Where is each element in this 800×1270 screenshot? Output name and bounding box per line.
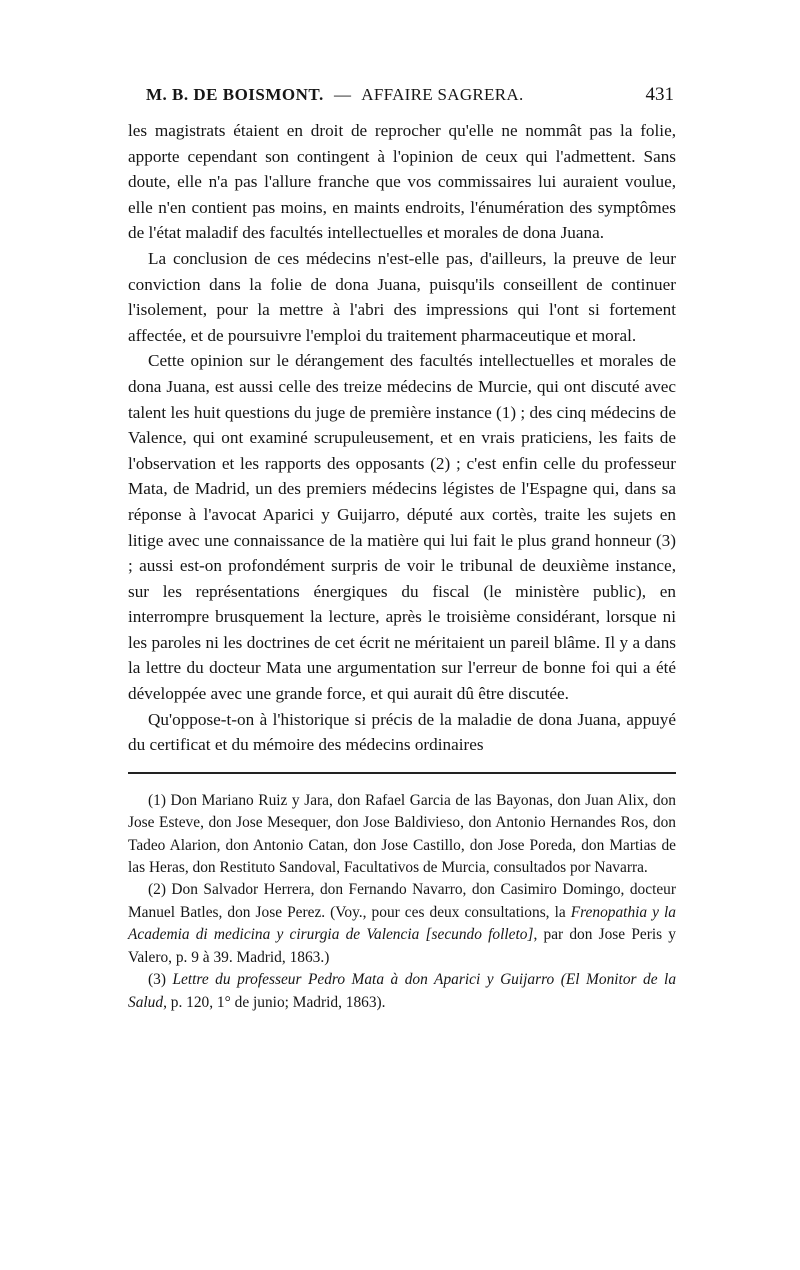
running-head bbox=[128, 84, 676, 118]
paragraph-conclusion: La conclusion de ces médecins n'est-elle pas, d'ailleurs, la preuve de leur conviction dans la folie de dona Juana, puisqu'ils conseillent de continuer l'isolement, pour la mettre à l'abri des impressions qui l'ont si fortement affectée, et de poursuivre l'emploi du traitement pharmaceutique et moral. bbox=[128, 248, 676, 345]
footnote-2 bbox=[128, 879, 676, 969]
footnote-3-journal: (El Monitor de la Salud bbox=[128, 971, 677, 1011]
footnote-3 bbox=[128, 969, 676, 1014]
running-head-separator: — bbox=[334, 85, 352, 104]
footnote-3-title: Lettre du professeur Pedro Mata à don Aparici y Guijarro bbox=[172, 971, 555, 989]
running-head-title: AFFAIRE SAGRERA. bbox=[361, 85, 524, 104]
footnote-1: (1) Don Mariano Ruiz y Jara, don Rafael Garcia de las Bayonas, don Juan Alix, don Jose Esteve, don Jose Mesequer, don Jose Baldivieso, don Antonio Hernandes Ros, don Tadeo Alarion, don Antonio Catan, don Jose Castillo, don Jose Poreda, don Martias de las Heras, don Restituto Sandoval, Facultativos de Murcia, consultados por Navarra. bbox=[128, 791, 676, 877]
book-page bbox=[128, 84, 676, 1014]
running-head-author: M. B. DE BOISMONT. bbox=[146, 85, 324, 104]
footnote-3-number: (3) bbox=[148, 971, 173, 989]
footnote-rule bbox=[128, 772, 676, 774]
paragraph-opinion: Cette opinion sur le dérangement des facultés intellectuelles et morales de dona Juana, est aussi celle des treize médecins de Murcie, qui ont discuté avec talent les huit questions du juge de première instance (1) ; des cinq médecins de Valence, qui ont examiné scrupuleusement, et en vrais praticiens, les faits de l'observation et les rapports des opposants (2) ; c'est enfin celle du professeur Mata, de Madrid, un des premiers médecins légistes de l'Espagne qui, dans sa réponse à l'avocat Aparici y Guijarro, député aux cortès, traite les sujets en litige avec une connaissance de la matière qui lui fait le plus grand honneur (3) ; aussi est-on profondément surpris de voir le tribunal de deuxième instance, sur les représentations énergiques du fiscal (le ministère public), en interrompre brusquement la lecture, après le troisième considérant, lorsque ni les paroles ni les doctrines de cet écrit ne méritaient un pareil blâme. Il y a dans la lettre du docteur Mata une argumentation sur l'erreur de bonne foi qui a été développée avec une grande force, et qui aurait dû être discutée. bbox=[128, 351, 676, 704]
footnotes bbox=[128, 790, 676, 1014]
paragraph-continuation: les magistrats étaient en droit de reprocher qu'elle ne nommât pas la folie, apporte cependant son contingent à l'opinion de ceux qui l'admettent. Sans doute, elle n'a pas l'allure franche que vos commissaires lui auraient voulue, elle n'en contient pas moins, en maints endroits, l'énumération des symptômes de l'état maladif des facultés intellectuelles et morales de dona Juana. bbox=[128, 121, 676, 243]
body-text bbox=[128, 118, 676, 758]
footnote-2-citation: , par don Jose Peris y Valero, p. 9 à 39. Madrid, 1863.) bbox=[128, 926, 676, 966]
footnote-3-citation: , p. 120, 1° de junio; Madrid, 1863). bbox=[163, 993, 386, 1011]
footnote-2-text: (2) Don Salvador Herrera, don Fernando Navarro, don Casimiro Domingo, docteur Manuel Batles, don Jose Perez. (Voy., pour ces deux consultations, la bbox=[128, 881, 676, 921]
page-number: 431 bbox=[645, 84, 674, 105]
footnote-2-title: Frenopathia y la Academia di medicina y cirurgia de Valencia bbox=[128, 903, 676, 944]
footnote-2-bracket: [secundo folleto] bbox=[425, 926, 534, 944]
running-head-left bbox=[128, 85, 646, 105]
paragraph-question: Qu'oppose-t-on à l'historique si précis de la maladie de dona Juana, appuyé du certificat et du mémoire des médecins ordinaires bbox=[128, 709, 676, 755]
